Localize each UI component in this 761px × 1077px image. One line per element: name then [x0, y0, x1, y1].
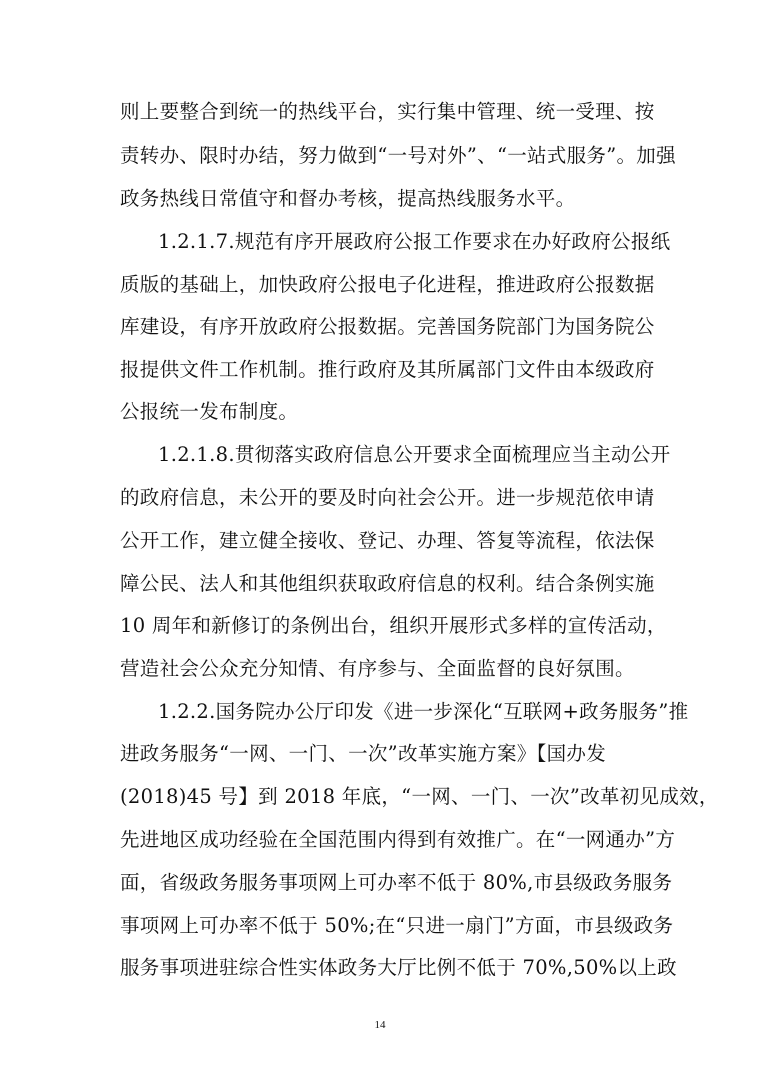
- text-line: 质版的基础上，加快政府公报电子化进程，推进政府公报数据: [120, 273, 655, 296]
- page-number: 14: [374, 1019, 386, 1031]
- text-line-paragraph-start: 1.2.1.8.贯彻落实政府信息公开要求全面梳理应当主动公开: [158, 443, 671, 466]
- text-line-paragraph-start: 1.2.2.国务院办公厅印发《进一步深化“互联网+政务服务”推: [158, 700, 689, 723]
- text-line: 公报统一发布制度。: [120, 400, 299, 423]
- text-line: (2018)45 号】到 2018 年底，“一网、一门、一次”改革初见成效，: [120, 785, 719, 808]
- text-line: 面，省级政务服务事项网上可办率不低于 80%,市县级政务服务: [120, 871, 673, 894]
- text-line: 政务热线日常值守和督办考核，提高热线服务水平。: [120, 187, 576, 210]
- text-line: 服务事项进驻综合性实体政务大厅比例不低于 70%,50%以上政: [120, 956, 677, 979]
- text-line: 障公民、法人和其他组织获取政府信息的权利。结合条例实施: [120, 572, 655, 595]
- text-line: 10 周年和新修订的条例出台，组织开展形式多样的宣传活动，: [120, 614, 667, 637]
- text-line: 库建设，有序开放政府公报数据。完善国务院部门为国务院公: [120, 315, 655, 338]
- text-line: 则上要整合到统一的热线平台，实行集中管理、统一受理、按: [120, 100, 655, 123]
- text-line: 公开工作，建立健全接收、登记、办理、答复等流程，依法保: [120, 529, 655, 552]
- text-line: 事项网上可办率不低于 50%;在“只进一扇门”方面，市县级政务: [120, 914, 674, 937]
- text-line: 的政府信息，未公开的要及时向社会公开。进一步规范依申请: [120, 486, 655, 509]
- text-line-paragraph-start: 1.2.1.7.规范有序开展政府公报工作要求在办好政府公报纸: [158, 230, 671, 253]
- text-line: 营造社会公众充分知情、有序参与、全面监督的良好氛围。: [120, 657, 635, 680]
- text-line: 报提供文件工作机制。推行政府及其所属部门文件由本级政府: [120, 358, 655, 381]
- text-line: 责转办、限时办结，努力做到“一号对外”、“一站式服务”。加强: [120, 144, 676, 167]
- text-line: 进政务服务“一网、一门、一次”改革实施方案》【国办发: [120, 742, 606, 765]
- text-line: 先进地区成功经验在全国范围内得到有效推广。在“一网通办”方: [120, 828, 676, 851]
